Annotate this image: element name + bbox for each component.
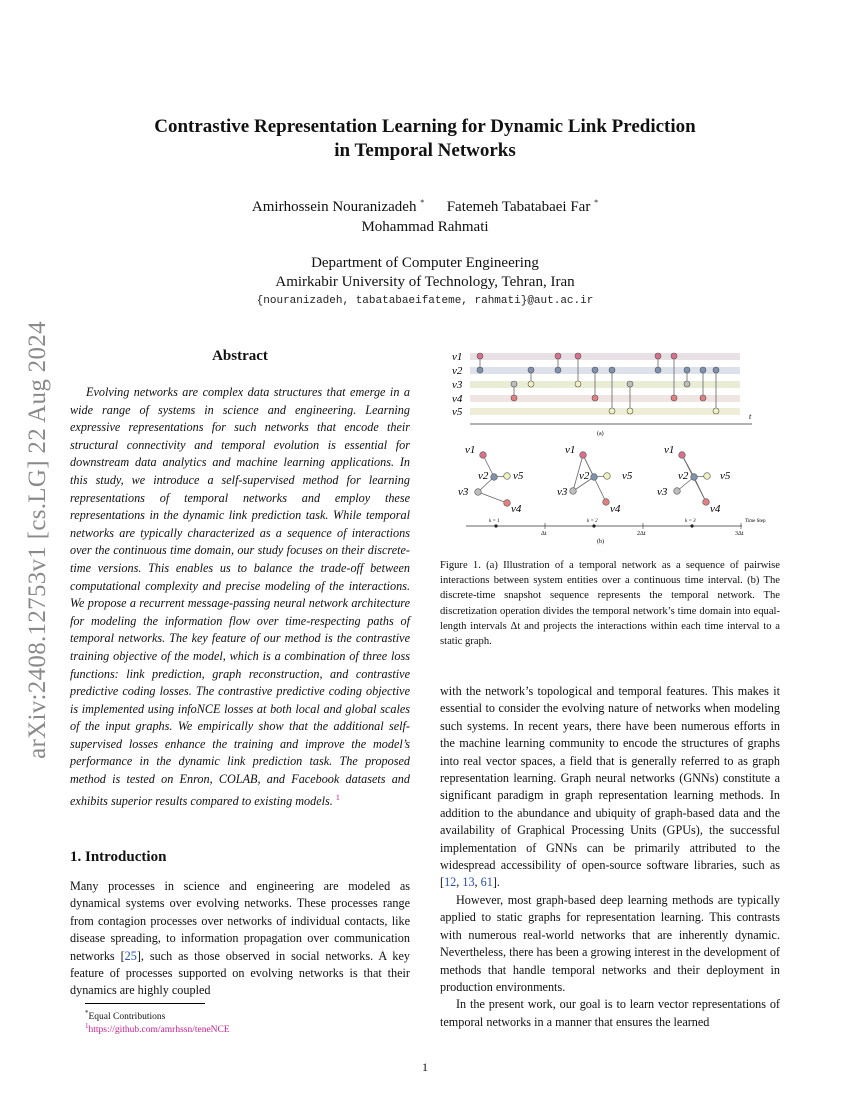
- label-v4: v4: [452, 393, 463, 405]
- repo-link[interactable]: https://github.com/amrhssn/teneNCE: [88, 1025, 230, 1035]
- svg-text:v4: v4: [710, 503, 721, 515]
- svg-text:v3: v3: [458, 486, 469, 498]
- title-line-1: Contrastive Representation Learning for Dynamic Link Prediction: [154, 116, 696, 137]
- figure-1: [440, 345, 780, 550]
- footnote-2-mark: 1: [85, 1022, 89, 1030]
- svg-text:v1: v1: [565, 444, 576, 456]
- paragraph-1-text: with the network’s topological and temporal features. This makes it essential to consider the evolving nature of networks when modeling such systems. In recent years, there have been numerous efforts in the machine learning community to encode the structures of graphs into real vector spaces, a field that is generally referred to as graph representation learning. Graph neural networks (GNNs) constitute a significant paradigm in graph representation learning methods. In addition to the abundance and ubiquity of graph-based data and the availability of Graphical Processing Units (GPUs), the successful implementation of GNNs can be primarily attributed to the widespread accessibility of open-source software libraries, such as [: [440, 684, 780, 890]
- timeline-bands: [470, 353, 740, 415]
- svg-text:v4: v4: [511, 503, 522, 515]
- intro-text-a: Many processes in science and engineering are modeled as dynamical systems over evolving networks. These processes range from contagion processes over networks of individual contacts, like disease spreading, to information propagation over communication networks [: [70, 879, 410, 963]
- paper-title: [100, 115, 750, 163]
- panel-a-label: (a): [597, 431, 604, 437]
- paragraph-1-end: ].: [492, 875, 500, 890]
- footnote-1-mark: *: [85, 1009, 89, 1017]
- author-2: Fatemeh Tabatabaei Far: [446, 199, 591, 215]
- svg-text:k = 1: k = 1: [489, 519, 500, 524]
- svg-text:v2: v2: [678, 470, 689, 482]
- band-v1: [470, 353, 740, 360]
- band-v3: [470, 381, 740, 388]
- snapshot-3: [657, 444, 731, 515]
- equal-contrib-mark-1: *: [420, 198, 425, 207]
- label-v5: v5: [452, 406, 463, 418]
- footnote-link[interactable]: [85, 1020, 230, 1037]
- author-3: Mohammad Rahmati: [361, 219, 489, 235]
- svg-text:3Δt: 3Δt: [735, 531, 744, 537]
- svg-text:v2: v2: [579, 470, 590, 482]
- university: Amirkabir University of Technology, Tehran, Iran: [275, 274, 575, 290]
- band-v2: [470, 367, 740, 374]
- snapshot-labels: [489, 519, 696, 524]
- author-1: Amirhossein Nouranizadeh: [251, 199, 417, 215]
- abstract-text: [70, 384, 410, 810]
- figure-caption: Figure 1. (a) Illustration of a temporal network as a sequence of pairwise interactions between system entities over a continuous time interval. (b) The discrete-time snapshot sequence represents the temporal network. The discretization operation divides the temporal network’s time domain into equal-length intervals Δt and projects the interactions within each time interval to a static graph.: [440, 560, 780, 648]
- equal-contrib-mark-2: *: [594, 198, 599, 207]
- band-v4: [470, 395, 740, 402]
- svg-text:v5: v5: [622, 470, 633, 482]
- citation-61[interactable]: 61: [480, 875, 493, 890]
- page-number: 1: [422, 1060, 428, 1074]
- label-v1: v1: [452, 351, 463, 363]
- abstract-body: Evolving networks are complex data structures that emerge in a wide range of systems in science and engineering. Learning expressive representations for such networks that encode their structural connectivity and temporal evolution is essential for downstream data analytics and machine learning applications. In this study, we introduce a self-supervised method for learning representations of temporal networks and employ these representations in the dynamic link prediction task. While temporal networks are typically characterized as a sequence of interactions over the continuous time domain, our study focuses on their discrete-time versions. This enables us to balance the trade-off between computational complexity and precise modeling of the interactions. We propose a recurrent message-passing neural network architecture for modeling the information flow over time-respecting paths of temporal networks. The key feature of our method is the contrastive training objective of the model, which is a combination of three loss functions: link prediction, graph reconstruction, and contrastive predictive coding losses. The contrastive predictive coding objective is implemented using infoNCE losses at both local and global scales of the input graphs. We empirically show that the additional self-supervised losses enhance the training and improve the model’s performance in the dynamic link prediction task. The proposed method is tested on Enron, COLAB, and Facebook datasets and exhibits superior results compared to existing models.: [70, 385, 410, 808]
- title-line-2: in Temporal Networks: [334, 140, 516, 161]
- department: Department of Computer Engineering: [311, 255, 539, 271]
- author-block: [100, 193, 750, 237]
- intro-heading: 1. Introduction: [70, 849, 167, 865]
- snapshot-2: [557, 444, 633, 515]
- abstract-footnote-mark[interactable]: 1: [335, 792, 340, 802]
- svg-text:k = 2: k = 2: [587, 519, 598, 524]
- label-v3: v3: [452, 379, 463, 391]
- svg-text:2Δt: 2Δt: [637, 531, 646, 537]
- paragraph-1: [440, 683, 780, 892]
- abstract-heading: Abstract: [212, 348, 268, 364]
- arxiv-stamp: [18, 290, 58, 790]
- svg-text:v3: v3: [657, 486, 668, 498]
- label-v2: v2: [452, 365, 463, 377]
- citation-25[interactable]: 25: [124, 948, 137, 963]
- t-label: t: [749, 412, 752, 421]
- svg-text:v3: v3: [557, 486, 568, 498]
- author-emails: {nouranizadeh, tabatabaeifateme, rahmati}@aut.ac.ir: [256, 295, 594, 307]
- footnote-1-text: Equal Contributions: [88, 1012, 166, 1022]
- panel-b-label: (b): [597, 539, 604, 545]
- paragraph-2: However, most graph-based deep learning methods are typically applied to static graphs for representation learning. This contrasts with numerous real-world networks that are inherently dynamic. Nevertheless, there has been a growing interest in the development of methods that handle temporal networks and their deployment in production environments.: [440, 892, 780, 994]
- svg-text:v5: v5: [720, 470, 731, 482]
- right-column-text: [440, 683, 780, 1031]
- node-labels-a: [452, 351, 463, 418]
- time-step-label: Time Step: [745, 519, 766, 524]
- footnote-rule: [85, 1003, 205, 1004]
- arxiv-id: arXiv:2408.12753v1 [cs.LG] 22 Aug 2024: [24, 321, 51, 759]
- svg-text:v5: v5: [513, 470, 524, 482]
- svg-text:v1: v1: [465, 444, 476, 456]
- svg-text:v2: v2: [478, 470, 489, 482]
- citation-sep-2: ,: [474, 875, 481, 890]
- snapshot-1: [458, 444, 524, 515]
- citation-13[interactable]: 13: [462, 875, 475, 890]
- svg-text:k = 3: k = 3: [685, 519, 696, 524]
- svg-text:v4: v4: [610, 503, 621, 515]
- citation-12[interactable]: 12: [444, 875, 457, 890]
- intro-text: [70, 878, 410, 1000]
- paragraph-3: In the present work, our goal is to learn vector representations of temporal networks in a manner that ensures the learned: [440, 997, 780, 1029]
- svg-text:v1: v1: [664, 444, 675, 456]
- citation-sep-1: ,: [456, 875, 463, 890]
- band-v5: [470, 408, 740, 415]
- affiliation: [100, 254, 750, 292]
- time-tick-labels: [541, 531, 744, 537]
- intro-text-b: ], such as those observed in social networks. A key feature of processes supported on evolving networks is that their dynamics are highly coupled: [70, 948, 410, 998]
- svg-text:Δt: Δt: [541, 531, 547, 537]
